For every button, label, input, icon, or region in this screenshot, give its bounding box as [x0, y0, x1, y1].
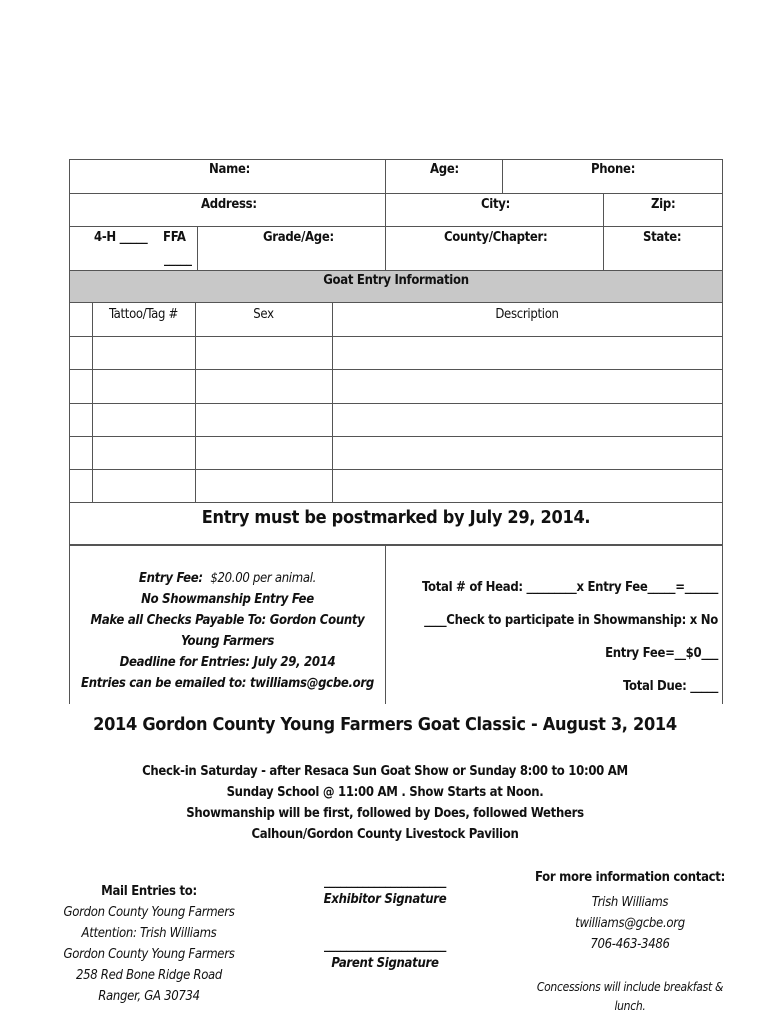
event-order: Showmanship will be first, followed by Does, followed Wethers: [186, 806, 584, 821]
total-head-line: Total # of Head: _________x Entry Fee_____=______: [422, 580, 718, 595]
fourh-label: 4-H _____: [94, 230, 148, 245]
event-schedule: Sunday School @ 11:00 AM . Show Starts at Noon.: [226, 785, 544, 800]
entry-fee-label: Entry Fee:: [138, 571, 203, 586]
fees-left-block: [70, 568, 385, 694]
mail-line: Ranger, GA 30734: [98, 989, 200, 1004]
county-chapter-label: County/Chapter:: [444, 230, 548, 245]
contact-heading: For more information contact:: [535, 870, 725, 885]
payable-line-2: Young Farmers: [180, 634, 275, 649]
address-label: Address:: [201, 197, 257, 212]
col-sex: Sex: [253, 307, 274, 322]
name-label: Name:: [209, 162, 250, 177]
mail-line: Attention: Trish Williams: [81, 926, 217, 941]
postmark-notice: Entry must be postmarked by July 29, 2014.: [201, 507, 591, 528]
ffa-blank: _____: [164, 252, 192, 267]
parent-signature-label: Parent Signature: [331, 956, 439, 971]
event-details: [0, 761, 770, 845]
exhibitor-signature-label: Exhibitor Signature: [323, 892, 447, 907]
fees-right-block: [386, 580, 718, 712]
mail-entries-block: [44, 881, 254, 1007]
payable-line-1: Make all Checks Payable To: Gordon County: [90, 613, 365, 628]
contact-heading-clip: [520, 870, 740, 887]
col-tattoo-tag: Tattoo/Tag #: [108, 307, 179, 322]
total-due-line: Total Due: _____: [623, 679, 718, 694]
entry-fee-total-line: Entry Fee=__$0___: [605, 646, 718, 661]
contact-email: twilliams@gcbe.org: [575, 916, 685, 931]
mail-line: Gordon County Young Farmers: [63, 947, 235, 962]
mail-heading: Mail Entries to:: [101, 884, 197, 899]
contact-block: [520, 892, 740, 955]
email-line: Entries can be emailed to: twilliams@gcbe.org: [81, 676, 374, 691]
contact-name: Trish Williams: [591, 895, 669, 910]
city-label: City:: [481, 197, 510, 212]
no-showmanship-fee: No Showmanship Entry Fee: [141, 592, 314, 607]
age-label: Age:: [430, 162, 459, 177]
ffa-label: FFA: [163, 230, 186, 245]
entry-fee-value: $20.00 per animal.: [210, 571, 317, 586]
col-description: Description: [495, 307, 559, 322]
mail-line: 258 Red Bone Ridge Road: [75, 968, 223, 983]
event-checkin: Check-in Saturday - after Resaca Sun Goat Show or Sunday 8:00 to 10:00 AM: [142, 764, 628, 779]
zip-label: Zip:: [651, 197, 676, 212]
phone-label: Phone:: [591, 162, 636, 177]
contact-phone: 706-463-3486: [590, 937, 670, 952]
mail-line: Gordon County Young Farmers: [63, 905, 235, 920]
parent-signature-line: ______________________: [323, 938, 447, 953]
showmanship-line: ____Check to participate in Showmanship: x No: [424, 613, 718, 628]
state-label: State:: [643, 230, 682, 245]
event-title: 2014 Gordon County Young Farmers Goat Classic - August 3, 2014: [93, 714, 677, 735]
grade-age-label: Grade/Age:: [263, 230, 334, 245]
event-location: Calhoun/Gordon County Livestock Pavilion: [251, 827, 519, 842]
concessions-note: Concessions will include breakfast & lunch.: [536, 980, 724, 1013]
deadline-line: Deadline for Entries: July 29, 2014: [119, 655, 336, 670]
exhibitor-signature-line: ______________________: [323, 874, 447, 889]
goat-entry-header: Goat Entry Information: [323, 273, 469, 288]
